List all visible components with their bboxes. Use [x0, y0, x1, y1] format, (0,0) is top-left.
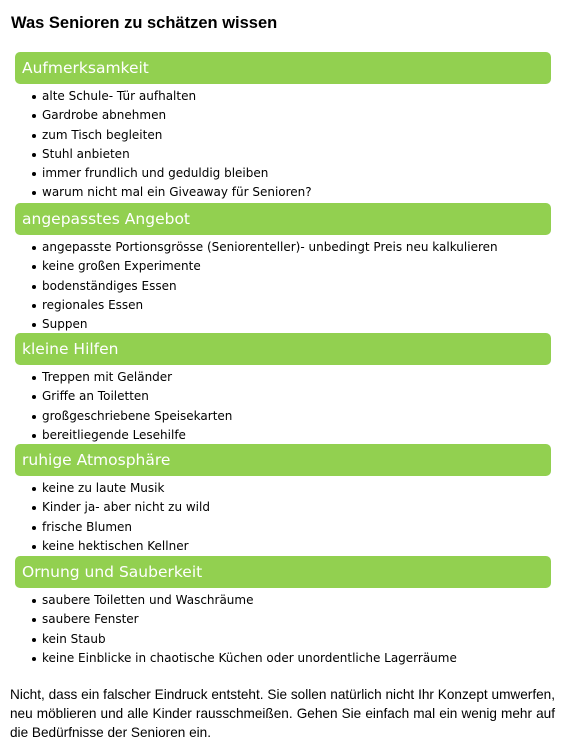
list-item: keine hektischen Kellner [32, 537, 551, 556]
list-item: keine Einblicke in chaotische Küchen oder unordentliche Lagerräume [32, 649, 551, 668]
list-item: alte Schule- Tür aufhalten [32, 87, 551, 106]
list-item: keine großen Experimente [32, 257, 551, 276]
bullet-list [15, 84, 551, 203]
section-heading: kleine Hilfen [15, 333, 551, 365]
list-item: keine zu laute Musik [32, 479, 551, 498]
section-heading: ruhige Atmosphäre [15, 444, 551, 476]
closing-paragraph: Nicht, dass ein falscher Eindruck entsteht. Sie sollen natürlich nicht Ihr Konzept umwerfen, neu möblieren und alle Kinder rausschmeißen. Gehen Sie einfach mal ein wenig mehr auf die Bedürfnisse der Senioren ein. [10, 687, 555, 740]
section-ornung-und-sauberkeit [15, 556, 551, 668]
bullet-list [15, 365, 551, 445]
section-heading: Ornung und Sauberkeit [15, 556, 551, 588]
list-item: angepasste Portionsgrösse (Seniorenteller)- unbedingt Preis neu kalkulieren [32, 238, 551, 257]
bullet-list [15, 588, 551, 668]
section-angepasstes-angebot [15, 203, 551, 334]
list-item: Gardrobe abnehmen [32, 106, 551, 125]
page-title: Was Senioren zu schätzen wissen [11, 14, 278, 32]
section-aufmerksamkeit [15, 52, 551, 203]
list-item: regionales Essen [32, 296, 551, 315]
list-item: frische Blumen [32, 518, 551, 537]
list-item: bereitliegende Lesehilfe [32, 426, 551, 445]
list-item: Treppen mit Geländer [32, 368, 551, 387]
list-item: bodenständiges Essen [32, 277, 551, 296]
list-item: zum Tisch begleiten [32, 126, 551, 145]
section-heading: angepasstes Angebot [15, 203, 551, 235]
list-item: großgeschriebene Speisekarten [32, 407, 551, 426]
bullet-list [15, 235, 551, 334]
section-ruhige-atmosphaere [15, 444, 551, 556]
list-item: Griffe an Toiletten [32, 387, 551, 406]
list-item: warum nicht mal ein Giveaway für Senioren? [32, 183, 551, 202]
list-item: Suppen [32, 315, 551, 334]
section-kleine-hilfen [15, 333, 551, 445]
bullet-list [15, 476, 551, 556]
section-heading: Aufmerksamkeit [15, 52, 551, 84]
list-item: Stuhl anbieten [32, 145, 551, 164]
list-item: kein Staub [32, 630, 551, 649]
list-item: immer frundlich und geduldig bleiben [32, 164, 551, 183]
list-item: saubere Fenster [32, 610, 551, 629]
list-item: saubere Toiletten und Waschräume [32, 591, 551, 610]
list-item: Kinder ja- aber nicht zu wild [32, 498, 551, 517]
